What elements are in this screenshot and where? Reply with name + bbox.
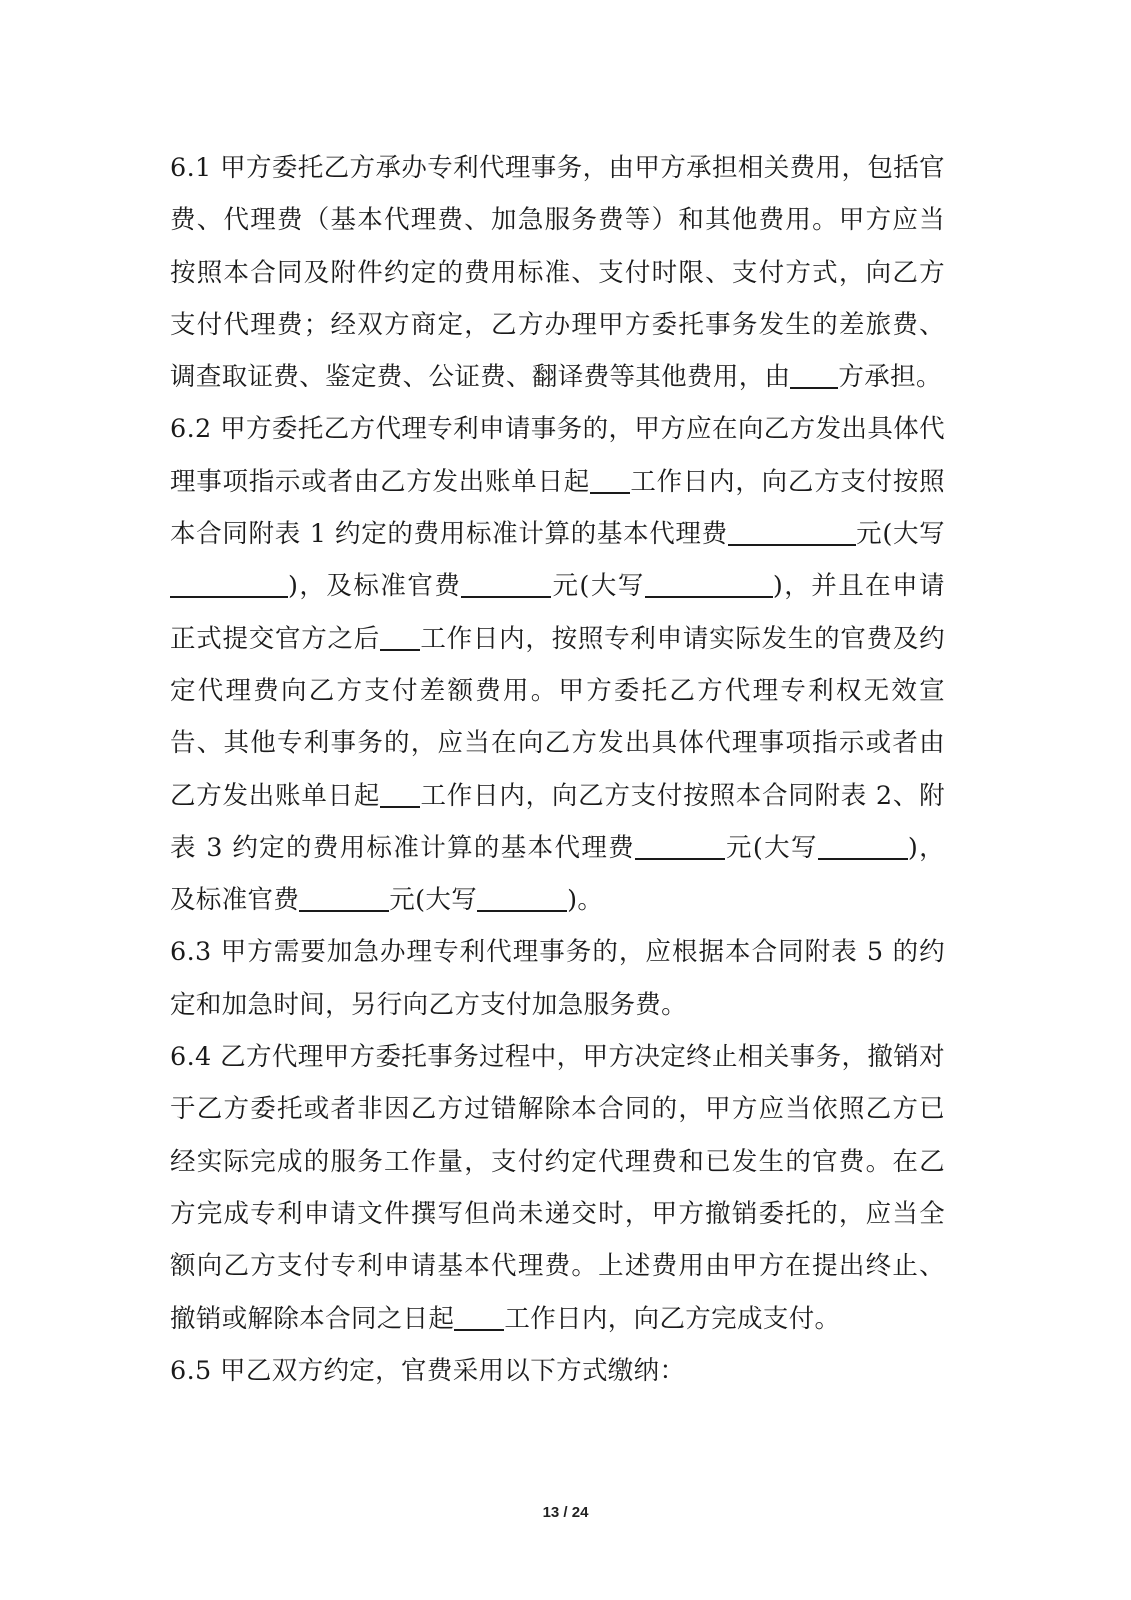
- fill-in-blank: [728, 516, 856, 546]
- fill-in-blank: [645, 568, 773, 598]
- fill-in-blank: [380, 778, 420, 808]
- fill-in-blank: [477, 882, 567, 912]
- clause-text: 6.5 甲乙双方约定，官费采用以下方式缴纳：: [170, 1355, 686, 1386]
- clause-text: 6.2 甲方委托乙方代理专利申请事务的，甲方应在向乙方发出具体代理事项指示或者由乙方发出账单日起: [170, 414, 945, 497]
- clause-text: 工作日内，向乙方支付按照本合同附表 2、附表 3 约定的费用标准计算的基本代理费: [170, 780, 945, 863]
- fill-in-blank: [170, 568, 288, 598]
- fill-in-blank: [590, 464, 630, 494]
- fill-in-blank: [299, 882, 389, 912]
- clause-text: 6.4 乙方代理甲方委托事务过程中，甲方决定终止相关事务，撤销对于乙方委托或者非因乙方过错解除本合同的，甲方应当依照乙方已经实际完成的服务工作量，支付约定代理费和已发生的官费。在乙方完成专利申请文件撰写但尚未递交时，甲方撤销委托的，应当全额向乙方支付专利申请基本代理费。上述费用由甲方在提出终止、撤销或解除本合同之日起: [170, 1042, 945, 1334]
- fill-in-blank: [818, 830, 908, 860]
- fill-in-blank: [380, 621, 420, 651]
- clause-6-5: [170, 1345, 945, 1397]
- clause-text: 元(大写: [551, 571, 645, 602]
- clause-text: 6.3 甲方需要加急办理专利代理事务的，应根据本合同附表 5 的约定和加急时间，另行向乙方支付加急服务费。: [170, 937, 945, 1020]
- clause-text: )，及标准官费: [288, 571, 462, 602]
- fill-in-blank: [635, 830, 725, 860]
- clause-text: 工作日内，向乙方完成支付。: [504, 1303, 841, 1334]
- document-body: [170, 142, 945, 1397]
- clause-text: 方承担。: [838, 362, 942, 393]
- clause-text: )，并且在申请正式提交官方之后: [170, 571, 945, 654]
- clause-text: 元(大写: [725, 832, 818, 863]
- clause-6-3: [170, 926, 945, 1031]
- page-number: 13 / 24: [542, 1504, 589, 1521]
- clause-6-1: [170, 142, 945, 403]
- fill-in-blank: [461, 568, 551, 598]
- fill-in-blank: [454, 1301, 504, 1331]
- clause-6-4: [170, 1031, 945, 1345]
- clause-text: 工作日内，按照专利申请实际发生的官费及约定代理费向乙方支付差额费用。甲方委托乙方代理专利权无效宣告、其他专利事务的，应当在向乙方发出具体代理事项指示或者由乙方发出账单日起: [170, 623, 945, 811]
- clause-text: 元(大写: [389, 885, 478, 916]
- clause-text: 6.1 甲方委托乙方承办专利代理事务，由甲方承担相关费用，包括官费、代理费（基本代理费、加急服务费等）和其他费用。甲方应当按照本合同及附件约定的费用标准、支付时限、支付方式，向乙方支付代理费；经双方商定，乙方办理甲方委托事务发生的差旅费、调查取证费、鉴定费、公证费、翻译费等其他费用，由: [170, 153, 945, 393]
- fill-in-blank: [790, 359, 838, 389]
- clause-6-2: [170, 403, 945, 926]
- clause-text: 元(大写: [855, 519, 945, 550]
- clause-text: )，及标准官费: [170, 832, 945, 916]
- clause-text: 工作日内，向乙方支付按照本合同附表 1 约定的费用标准计算的基本代理费: [170, 466, 945, 550]
- clause-text: )。: [567, 885, 604, 916]
